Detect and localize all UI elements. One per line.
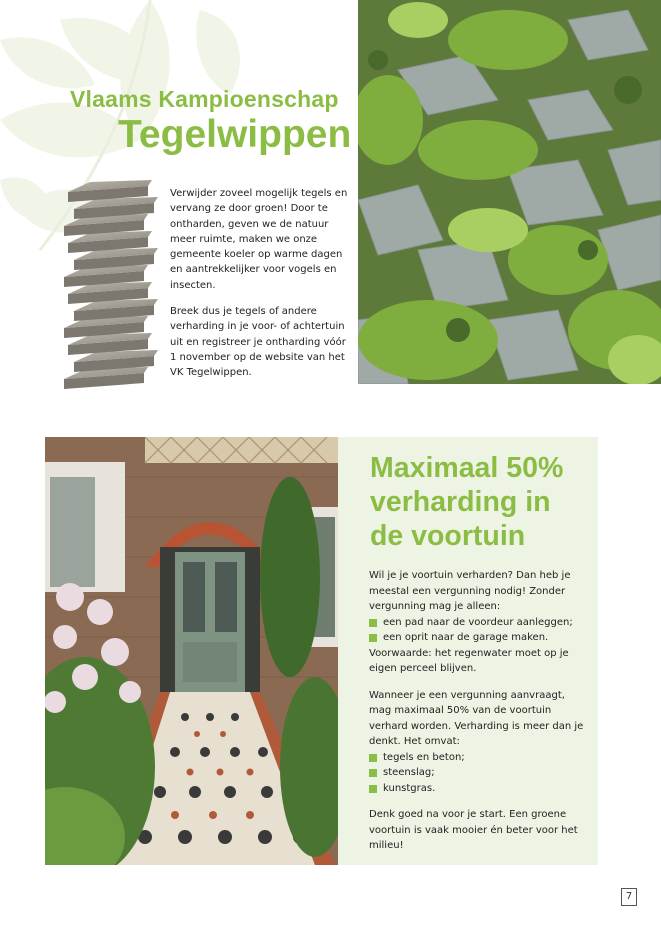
info-paragraph: Wil je je voortuin verharden? Dan heb je meestal een vergunning nodig! Zonder vergunning mag je alleen: [369,570,571,612]
info-box-body [369,568,589,854]
intro-text [170,186,350,392]
page-title: Tegelwippen [118,113,352,156]
info-box-title: Maximaal 50% verharding in de voortuin [370,452,564,552]
list-item: steenslag; [369,765,589,781]
info-paragraph: Voorwaarde: het regenwater moet op je eigen perceel blijven. [369,647,569,674]
list-item: een oprit naar de garage maken. [369,630,589,646]
tile-stack-illustration [60,170,160,395]
allowed-list [369,615,589,646]
page-subtitle: Vlaams Kampioenschap [70,86,339,112]
list-item: kunstgras. [369,781,589,797]
info-paragraph: Wanneer je een vergunning aanvraagt, mag maximaal 50% van de voortuin verhard worden. Verharding is meer dan je denkt. Het omvat: [369,689,584,747]
paving-list [369,750,589,797]
list-item: een pad naar de voordeur aanleggen; [369,615,589,631]
info-paragraph: Denk goed na voor je start. Een groene voortuin is vaak mooier én beter voor het milieu! [369,809,578,851]
list-item: tegels en beton; [369,750,589,766]
intro-paragraph: Verwijder zoveel mogelijk tegels en vervang ze door groen! Door te ontharden, geven we de natuur meer ruimte, maken we onze gemeente koeler op warme dagen en aantrekkelijker voor vogels en insecten. [170,188,348,291]
page-number: 7 [621,888,637,906]
garden-photo [358,0,661,384]
intro-paragraph: Breek dus je tegels of andere verharding in je voor- of achtertuin uit en registreer je ontharding vóór 1 november op de website van het VK Tegelwippen. [170,306,346,379]
front-door-photo [45,437,338,865]
